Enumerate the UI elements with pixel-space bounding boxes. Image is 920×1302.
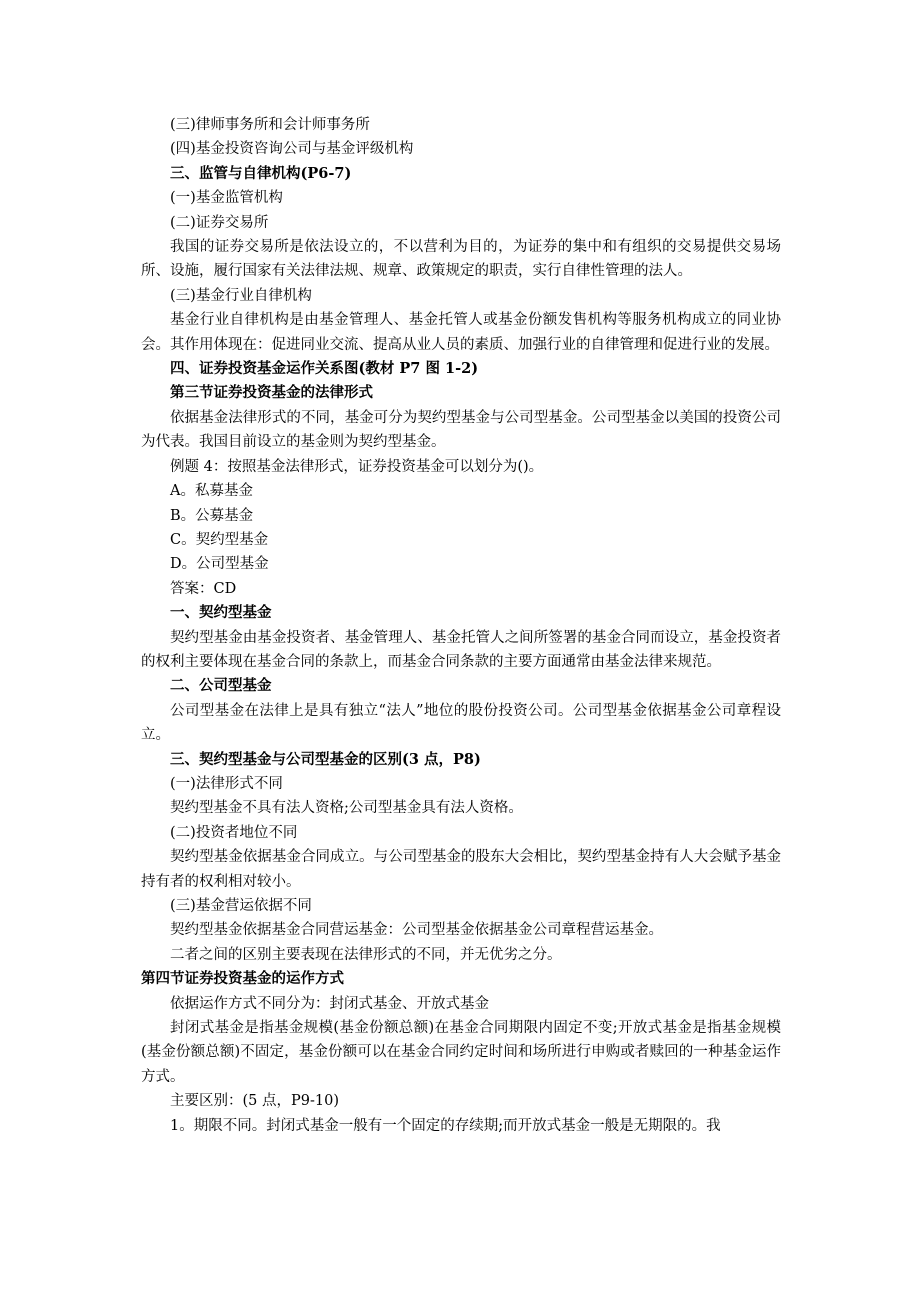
paragraph: 契约型基金由基金投资者、基金管理人、基金托管人之间所签署的基金合同而设立，基金投资者的权利主要体现在基金合同的条款上，而基金合同条款的主要方面通常由基金法律来规范。 — [141, 629, 781, 670]
section-heading: 第三节证券投资基金的法律形式 — [170, 384, 373, 402]
answer-line: 答案：CD — [170, 580, 237, 597]
example-question: 例题 4：按照基金法律形式，证券投资基金可以划分为()。 — [170, 458, 544, 475]
option-item: C。契约型基金 — [170, 531, 269, 548]
paragraph: 契约型基金不具有法人资格;公司型基金具有法人资格。 — [170, 800, 523, 817]
paragraph: 依据基金法律形式的不同，基金可分为契约型基金与公司型基金。公司型基金以美国的投资公司为代表。我国目前设立的基金则为契约型基金。 — [141, 409, 781, 451]
paragraph: (三)律师事务所和会计师事务所 — [170, 117, 370, 133]
paragraph: 1。期限不同。封闭式基金一般有一个固定的存续期;而开放式基金一般是无期限的。我 — [170, 1117, 721, 1134]
paragraph: 契约型基金依据基金合同营运基金：公司型基金依据基金公司章程营运基金。 — [170, 922, 663, 939]
section-heading: 四、证券投资基金运作关系图(教材 P7 图 1-2) — [170, 360, 479, 378]
section-heading: 第四节证券投资基金的运作方式 — [141, 970, 344, 988]
paragraph: (三)基金营运依据不同 — [170, 898, 312, 914]
paragraph: 公司型基金在法律上是具有独立“法人”地位的股份投资公司。公司型基金依据基金公司章程设立。 — [141, 702, 781, 744]
paragraph: (二)投资者地位不同 — [170, 824, 298, 841]
paragraph: (三)基金行业自律机构 — [170, 287, 312, 304]
option-item: D。公司型基金 — [170, 556, 269, 573]
paragraph: 主要区别：(5 点，P9-10) — [170, 1093, 339, 1110]
option-item: B。公募基金 — [170, 507, 254, 524]
section-heading: 三、监管与自律机构(P6-7) — [170, 164, 352, 182]
paragraph: 基金行业自律机构是由基金管理人、基金托管人或基金份额发售机构等服务机构成立的同业协会。其作用体现在：促进同业交流、提高从业人员的素质、加强行业的自律管理和促进行业的发展。 — [141, 312, 781, 353]
paragraph: (一)法律形式不同 — [170, 775, 283, 792]
paragraph: 二者之间的区别主要表现在法律形式的不同，并无优劣之分。 — [170, 946, 562, 963]
paragraph: (四)基金投资咨询公司与基金评级机构 — [170, 141, 414, 158]
option-item: A。私募基金 — [170, 483, 253, 500]
paragraph: 封闭式基金是指基金规模(基金份额总额)在基金合同期限内固定不变;开放式基金是指基金规模(基金份额总额)不固定，基金份额可以在基金合同约定时间和场所进行申购或者赎回的一种基金运作方式。 — [141, 1020, 781, 1085]
paragraph: 我国的证券交易所是依法设立的，不以营利为目的，为证券的集中和有组织的交易提供交易场所、设施，履行国家有关法律法规、规章、政策规定的职责，实行自律性管理的法人。 — [141, 239, 781, 280]
document-page — [141, 113, 781, 1138]
paragraph: (一)基金监管机构 — [170, 190, 283, 207]
paragraph: 契约型基金依据基金合同成立。与公司型基金的股东大会相比，契约型基金持有人大会赋予基金持有者的权利相对较小。 — [141, 849, 781, 890]
section-heading: 二、公司型基金 — [170, 677, 272, 695]
section-heading: 一、契约型基金 — [170, 604, 272, 622]
paragraph: (二)证券交易所 — [170, 214, 269, 231]
section-heading: 三、契约型基金与公司型基金的区别(3 点，P8) — [170, 750, 481, 768]
paragraph: 依据运作方式不同分为：封闭式基金、开放式基金 — [170, 995, 489, 1012]
